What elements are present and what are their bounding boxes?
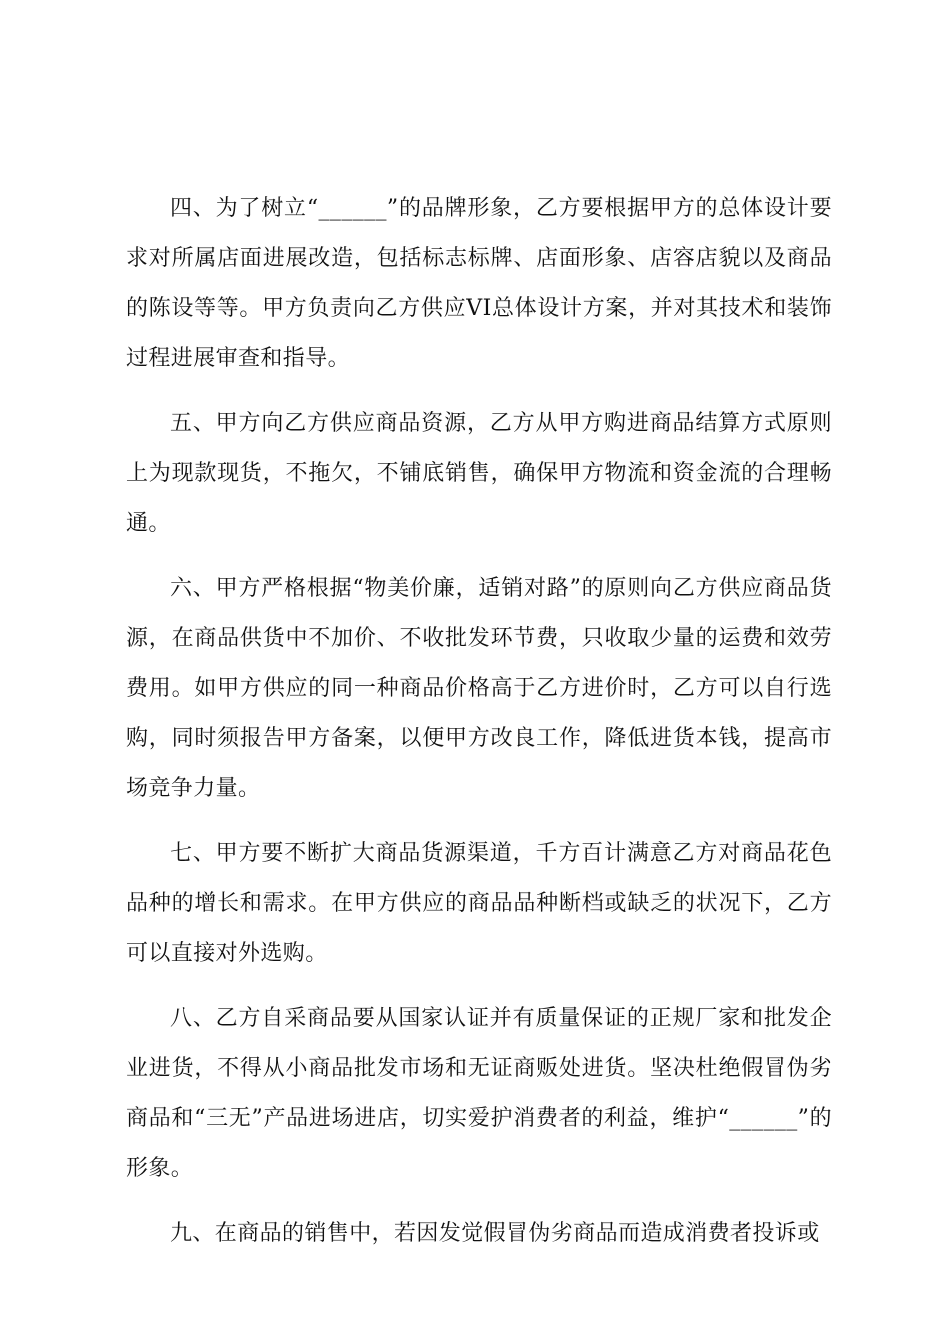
clause-7-paragraph: 七、甲方要不断扩大商品货源渠道，千方百计满意乙方对商品花色品种的增长和需求。在甲方供应的商品品种断档或缺乏的状况下，乙方可以直接对外选购。 xyxy=(126,841,832,966)
document-body xyxy=(126,184,832,1274)
clause-4-paragraph: 四、为了树立“______”的品牌形象，乙方要根据甲方的总体设计要求对所属店面进展改造，包括标志标牌、店面形象、店容店貌以及商品的陈设等等。甲方负责向乙方供应VI总体设计方案，并对其技术和装饰过程进展审查和指导。 xyxy=(126,196,832,371)
clause-9-paragraph: 九、在商品的销售中，若因发觉假冒伪劣商品而造成消费者投诉或 xyxy=(170,1221,820,1246)
clause-5-paragraph: 五、甲方向乙方供应商品资源，乙方从甲方购进商品结算方式原则上为现款现货，不拖欠，不铺底销售，确保甲方物流和资金流的合理畅通。 xyxy=(126,411,832,536)
clause-6-paragraph: 六、甲方严格根据“物美价廉，适销对路”的原则向乙方供应商品货源，在商品供货中不加价、不收批发环节费，只收取少量的运费和效劳费用。如甲方供应的同一种商品价格高于乙方进价时，乙方可以自行选购，同时须报告甲方备案，以便甲方改良工作，降低进货本钱，提高市场竞争力量。 xyxy=(126,576,832,801)
clause-8-paragraph: 八、乙方自采商品要从国家认证并有质量保证的正规厂家和批发企业进货，不得从小商品批发市场和无证商贩处进货。坚决杜绝假冒伪劣商品和“三无”产品进场进店，切实爱护消费者的利益，维护“______”的形象。 xyxy=(126,1006,832,1181)
